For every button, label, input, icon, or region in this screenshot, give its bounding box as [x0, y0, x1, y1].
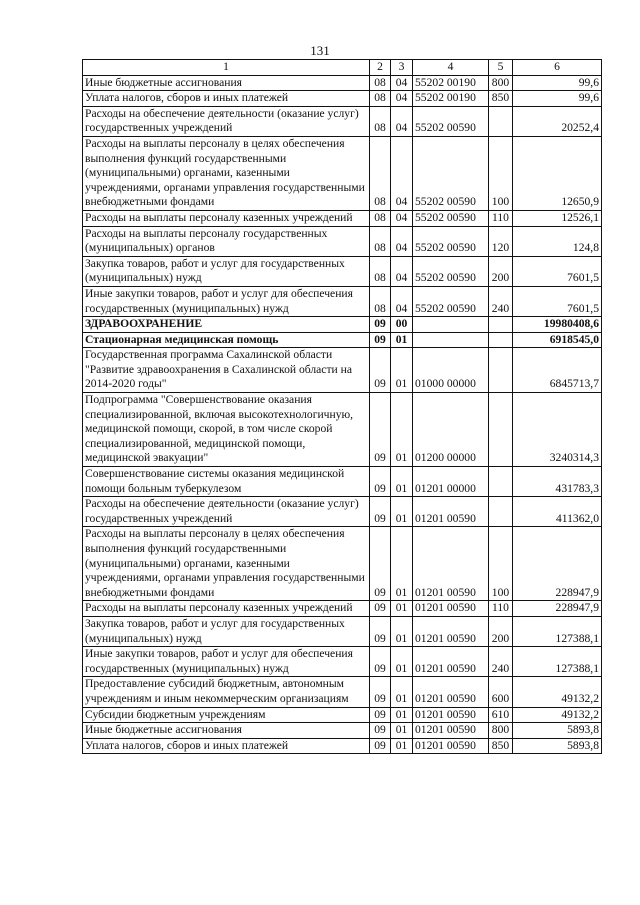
- table-row: [83, 210, 602, 226]
- row-amount: 12526,1: [513, 210, 602, 226]
- row-amount: 6845713,7: [513, 348, 602, 393]
- row-expense-type: 110: [489, 601, 513, 617]
- row-target-code: 01201 00590: [413, 707, 489, 723]
- row-amount: 49132,2: [513, 707, 602, 723]
- row-target-code: 01201 00590: [413, 647, 489, 677]
- row-name: Подпрограмма "Совершенствование оказания специализированной, включая высокотехнологичную, медицинской помощи, скорой, в том числе скорой специализированной, медицинской помощи, медицинской эвакуации": [83, 393, 370, 467]
- row-amount: 3240314,3: [513, 393, 602, 467]
- row-name: Субсидии бюджетным учреждениям: [83, 707, 370, 723]
- column-header: 6: [513, 60, 602, 76]
- row-name: Государственная программа Сахалинской области "Развитие здравоохранения в Сахалинской области на 2014-2020 годы": [83, 348, 370, 393]
- row-expense-type: 800: [489, 75, 513, 91]
- row-section-code: 09: [370, 616, 391, 646]
- row-name: Уплата налогов, сборов и иных платежей: [83, 91, 370, 107]
- row-subsection-code: 01: [391, 707, 413, 723]
- table-body: [83, 75, 602, 754]
- row-section-code: 08: [370, 210, 391, 226]
- row-subsection-code: 01: [391, 332, 413, 348]
- table-row: [83, 317, 602, 333]
- row-target-code: 55202 00190: [413, 91, 489, 107]
- row-expense-type: 100: [489, 136, 513, 210]
- row-subsection-code: 04: [391, 136, 413, 210]
- row-section-code: 09: [370, 393, 391, 467]
- row-section-code: 09: [370, 707, 391, 723]
- row-expense-type: [489, 317, 513, 333]
- row-name: Расходы на выплаты персоналу казенных учреждений: [83, 210, 370, 226]
- row-amount: 20252,4: [513, 106, 602, 136]
- row-expense-type: [489, 348, 513, 393]
- row-amount: 19980408,6: [513, 317, 602, 333]
- column-header: 2: [370, 60, 391, 76]
- row-target-code: 01200 00000: [413, 393, 489, 467]
- row-subsection-code: 01: [391, 467, 413, 497]
- row-section-code: 09: [370, 348, 391, 393]
- row-target-code: 55202 00590: [413, 256, 489, 286]
- row-target-code: 01201 00590: [413, 601, 489, 617]
- row-subsection-code: 04: [391, 256, 413, 286]
- row-amount: 127388,1: [513, 616, 602, 646]
- row-section-code: 09: [370, 317, 391, 333]
- row-subsection-code: 04: [391, 106, 413, 136]
- row-subsection-code: 01: [391, 677, 413, 707]
- table-row: [83, 91, 602, 107]
- row-section-code: 08: [370, 226, 391, 256]
- row-section-code: 09: [370, 677, 391, 707]
- row-name: Предоставление субсидий бюджетным, автономным учреждениям и иным некоммерческим организациям: [83, 677, 370, 707]
- row-name: Стационарная медицинская помощь: [83, 332, 370, 348]
- table-row: [83, 226, 602, 256]
- row-subsection-code: 04: [391, 226, 413, 256]
- row-section-code: 09: [370, 527, 391, 601]
- row-name: Расходы на выплаты персоналу государственных (муниципальных) органов: [83, 226, 370, 256]
- row-name: Расходы на обеспечение деятельности (оказание услуг) государственных учреждений: [83, 106, 370, 136]
- row-amount: 6918545,0: [513, 332, 602, 348]
- table-row: [83, 136, 602, 210]
- header-row: [83, 60, 602, 76]
- row-amount: 411362,0: [513, 497, 602, 527]
- row-expense-type: 240: [489, 647, 513, 677]
- row-name: Закупка товаров, работ и услуг для государственных (муниципальных) нужд: [83, 616, 370, 646]
- row-section-code: 08: [370, 75, 391, 91]
- row-section-code: 09: [370, 497, 391, 527]
- row-expense-type: 100: [489, 527, 513, 601]
- row-section-code: 09: [370, 738, 391, 754]
- row-name: Иные закупки товаров, работ и услуг для обеспечения государственных (муниципальных) нужд: [83, 286, 370, 316]
- column-header: 3: [391, 60, 413, 76]
- row-name: Закупка товаров, работ и услуг для государственных (муниципальных) нужд: [83, 256, 370, 286]
- row-subsection-code: 01: [391, 616, 413, 646]
- row-subsection-code: 04: [391, 286, 413, 316]
- row-name: Расходы на выплаты персоналу в целях обеспечения выполнения функций государственными (муниципальными) органами, казенными учреждениями, органами управления государственными внебюджетными фондами: [83, 136, 370, 210]
- row-amount: 228947,9: [513, 527, 602, 601]
- row-expense-type: 610: [489, 707, 513, 723]
- row-name: Уплата налогов, сборов и иных платежей: [83, 738, 370, 754]
- row-subsection-code: 01: [391, 647, 413, 677]
- budget-table: [82, 59, 602, 754]
- row-amount: 12650,9: [513, 136, 602, 210]
- table-row: [83, 75, 602, 91]
- row-target-code: 01201 00590: [413, 738, 489, 754]
- column-header: 4: [413, 60, 489, 76]
- row-expense-type: 120: [489, 226, 513, 256]
- row-expense-type: 850: [489, 738, 513, 754]
- row-subsection-code: 01: [391, 601, 413, 617]
- row-amount: 7601,5: [513, 286, 602, 316]
- row-name: Расходы на выплаты персоналу казенных учреждений: [83, 601, 370, 617]
- row-target-code: [413, 317, 489, 333]
- row-section-code: 08: [370, 106, 391, 136]
- table-row: [83, 677, 602, 707]
- row-name: Расходы на выплаты персоналу в целях обеспечения выполнения функций государственными (муниципальными) органами, казенными учреждениями, органами управления государственными внебюджетными фондами: [83, 527, 370, 601]
- row-section-code: 09: [370, 467, 391, 497]
- row-amount: 5893,8: [513, 738, 602, 754]
- row-name: Совершенствование системы оказания медицинской помощи больным туберкулезом: [83, 467, 370, 497]
- row-target-code: 01201 00590: [413, 527, 489, 601]
- row-amount: 228947,9: [513, 601, 602, 617]
- row-expense-type: 200: [489, 256, 513, 286]
- table-row: [83, 497, 602, 527]
- row-subsection-code: 01: [391, 393, 413, 467]
- row-expense-type: 600: [489, 677, 513, 707]
- row-target-code: 55202 00590: [413, 226, 489, 256]
- page-number: 131: [310, 43, 330, 58]
- row-target-code: 01201 00590: [413, 616, 489, 646]
- table-row: [83, 723, 602, 739]
- row-subsection-code: 01: [391, 738, 413, 754]
- row-target-code: 55202 00590: [413, 106, 489, 136]
- row-amount: 127388,1: [513, 647, 602, 677]
- table-row: [83, 527, 602, 601]
- row-amount: 431783,3: [513, 467, 602, 497]
- row-subsection-code: 04: [391, 75, 413, 91]
- row-amount: 49132,2: [513, 677, 602, 707]
- row-name: Иные бюджетные ассигнования: [83, 75, 370, 91]
- table-row: [83, 393, 602, 467]
- row-section-code: 08: [370, 91, 391, 107]
- table-row: [83, 286, 602, 316]
- row-target-code: 55202 00590: [413, 136, 489, 210]
- row-target-code: [413, 332, 489, 348]
- row-expense-type: [489, 497, 513, 527]
- row-target-code: 55202 00590: [413, 210, 489, 226]
- table-row: [83, 256, 602, 286]
- row-subsection-code: 00: [391, 317, 413, 333]
- row-amount: 124,8: [513, 226, 602, 256]
- table-row: [83, 738, 602, 754]
- row-name: Расходы на обеспечение деятельности (оказание услуг) государственных учреждений: [83, 497, 370, 527]
- row-expense-type: 240: [489, 286, 513, 316]
- row-name: ЗДРАВООХРАНЕНИЕ: [83, 317, 370, 333]
- row-target-code: 01201 00590: [413, 723, 489, 739]
- table-row: [83, 348, 602, 393]
- row-expense-type: [489, 332, 513, 348]
- row-expense-type: 110: [489, 210, 513, 226]
- table-row: [83, 467, 602, 497]
- row-section-code: 09: [370, 601, 391, 617]
- row-section-code: 09: [370, 647, 391, 677]
- row-expense-type: [489, 467, 513, 497]
- row-section-code: 09: [370, 332, 391, 348]
- row-amount: 5893,8: [513, 723, 602, 739]
- row-subsection-code: 04: [391, 91, 413, 107]
- row-name: Иные бюджетные ассигнования: [83, 723, 370, 739]
- row-name: Иные закупки товаров, работ и услуг для обеспечения государственных (муниципальных) нужд: [83, 647, 370, 677]
- row-amount: 99,6: [513, 91, 602, 107]
- row-expense-type: [489, 393, 513, 467]
- column-header: 5: [489, 60, 513, 76]
- table-row: [83, 601, 602, 617]
- row-subsection-code: 01: [391, 497, 413, 527]
- row-subsection-code: 04: [391, 210, 413, 226]
- table-row: [83, 106, 602, 136]
- row-expense-type: [489, 106, 513, 136]
- row-section-code: 09: [370, 723, 391, 739]
- table-row: [83, 707, 602, 723]
- row-target-code: 55202 00590: [413, 286, 489, 316]
- row-target-code: 01201 00000: [413, 467, 489, 497]
- row-subsection-code: 01: [391, 527, 413, 601]
- row-expense-type: 850: [489, 91, 513, 107]
- row-section-code: 08: [370, 286, 391, 316]
- row-amount: 99,6: [513, 75, 602, 91]
- row-target-code: 01201 00590: [413, 497, 489, 527]
- row-target-code: 01201 00590: [413, 677, 489, 707]
- row-expense-type: 800: [489, 723, 513, 739]
- row-subsection-code: 01: [391, 723, 413, 739]
- row-section-code: 08: [370, 136, 391, 210]
- row-target-code: 01000 00000: [413, 348, 489, 393]
- table-row: [83, 332, 602, 348]
- column-header: 1: [83, 60, 370, 76]
- row-section-code: 08: [370, 256, 391, 286]
- table-row: [83, 616, 602, 646]
- row-amount: 7601,5: [513, 256, 602, 286]
- table-row: [83, 647, 602, 677]
- row-expense-type: 200: [489, 616, 513, 646]
- row-subsection-code: 01: [391, 348, 413, 393]
- row-target-code: 55202 00190: [413, 75, 489, 91]
